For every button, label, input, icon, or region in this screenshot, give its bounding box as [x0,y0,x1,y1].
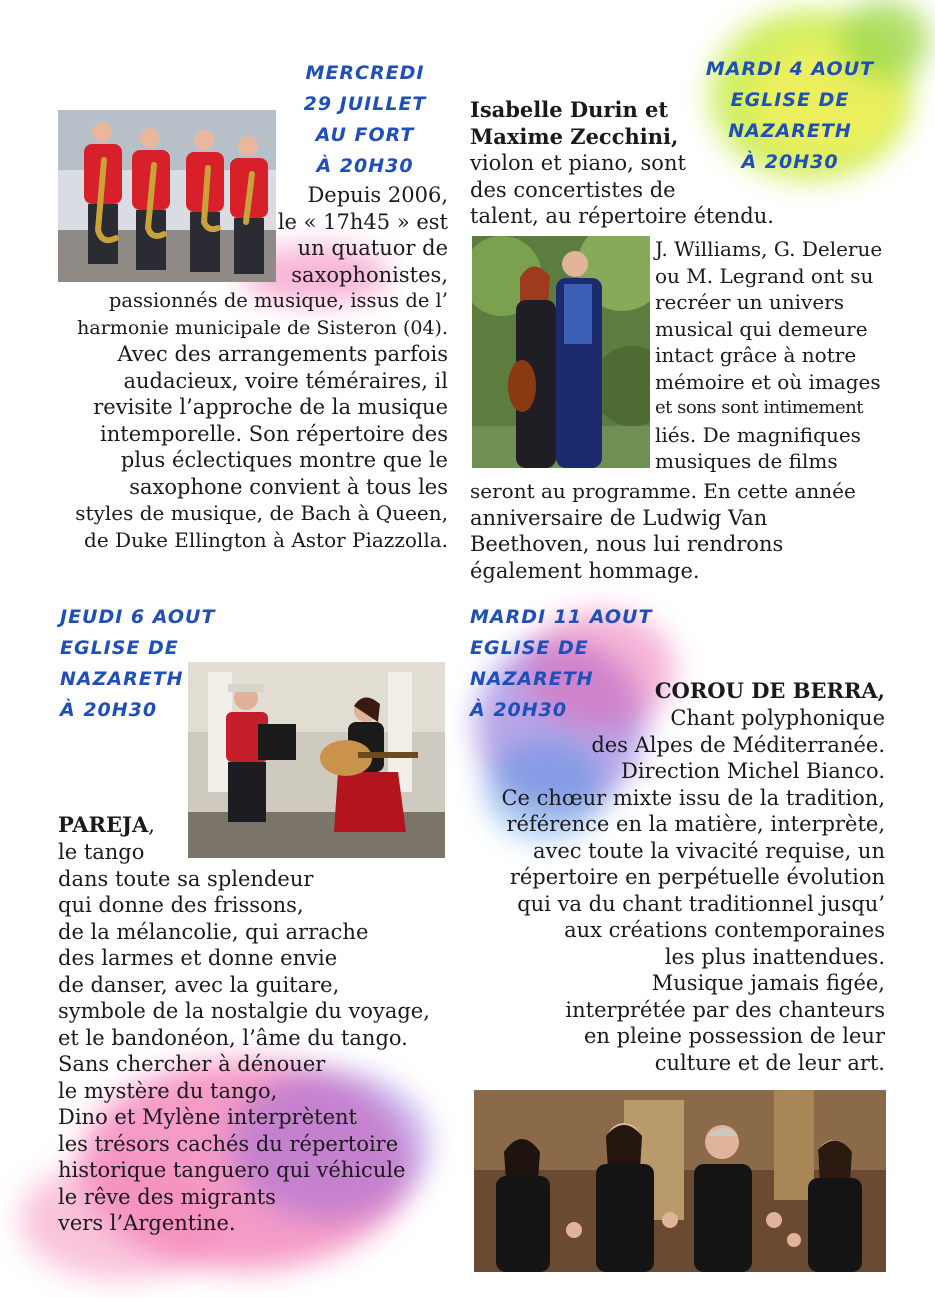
text-line: harmonie municipale de Sisteron (04). [77,316,448,339]
date-line: MARDI 11 AOUT [470,606,653,628]
block3-text [58,839,478,1237]
block2-text-right [655,236,895,475]
text-line: audacieux, voire téméraires, il [123,368,448,393]
date-line: MERCREDI [305,62,425,84]
date-line: NAZARETH [728,120,852,142]
text-line: intact grâce à notre [655,343,857,367]
text-line: musiques de films [655,449,838,473]
block2-text-top [470,150,800,230]
text-line: Beethoven, nous lui rendrons [470,532,784,556]
text-line: historique tanguero qui véhicule [58,1158,406,1182]
block3-title [58,812,198,839]
artist-name: Maxime Zecchini, [470,123,679,149]
text-line: le tango [58,840,145,864]
choir-photo [474,1090,886,1272]
date-line: À 20H30 [741,151,839,173]
text-line: styles de musique, de Bach à Queen, [75,501,448,525]
date-line: À 20H30 [470,699,568,721]
artist-name: Isabelle Durin et [470,97,669,122]
text-line: des larmes et donne envie [58,946,338,970]
text-line: violon et piano, sont [470,151,686,175]
text-line: ou M. Legrand ont su [655,263,874,288]
text-line: recréer un univers [655,290,844,314]
text-line: J. Williams, G. Delerue [655,237,883,261]
text-line: les plus inattendues. [664,944,885,969]
text-line: intemporelle. Son répertoire des [100,421,448,446]
block2-text-bottom [470,478,910,584]
saxophone-quartet-photo [58,110,276,282]
text-line: le mystère du tango, [58,1078,278,1103]
text-line: de la mélancolie, qui arrache [58,919,369,944]
date-line: JEUDI 6 AOUT [60,606,216,628]
text-line: et sons sont intimement [655,397,863,418]
text-line: Ce chœur mixte issu de la tradition, [501,785,885,810]
block4-title [600,678,885,705]
block1-text-top [270,182,448,288]
text-line: de danser, avec la guitare, [58,972,340,997]
text-line: Depuis 2006, [307,183,448,207]
violin-piano-duo-photo [472,236,650,468]
date-line: AU FORT [315,124,415,146]
block1-text-bottom [40,288,448,553]
text-line: Dino et Mylène interprètent [58,1105,357,1129]
text-line: Direction Michel Bianco. [620,759,885,783]
text-line: Chant polyphonique [670,706,885,730]
text-line: les trésors cachés du répertoire [58,1131,399,1156]
text-line: symbole de la nostalgie du voyage, [58,999,430,1023]
text-line: mémoire et où images [655,369,881,394]
text-line: Avec des arrangements parfois [117,342,448,366]
text-line: également hommage. [470,558,700,583]
text-line: des concertistes de [470,177,676,202]
block1-date [290,58,440,182]
group-name: COROU DE BERRA, [654,678,885,703]
text-line: aux créations contemporaines [564,918,885,942]
text-line: talent, au répertoire étendu. [470,204,774,228]
text-line: qui va du chant traditionnel jusqu’ [517,891,885,916]
text-line: vers l’Argentine. [58,1211,236,1235]
text-line: répertoire en perpétuelle évolution [509,865,885,889]
block4-text [460,705,885,1076]
text-line: de Duke Ellington à Astor Piazzolla. [84,527,448,552]
text-line: saxophone convient à tous les [129,474,448,499]
text-line: qui donne des frissons, [58,893,304,917]
text-line: Sans chercher à dénouer [58,1052,326,1076]
text-line: interprétée par des chanteurs [565,997,885,1022]
text-line: un quatuor de [297,236,448,260]
date-line: EGLISE DE [470,637,589,659]
date-line: EGLISE DE [60,637,179,659]
text-line: et le bandonéon, l’âme du tango. [58,1025,408,1050]
text-line: avec toute la vivacité requise, un [532,838,885,863]
text-line: passionnés de musique, issus de l’ [108,289,448,312]
text-line: Musique jamais figée, [651,971,885,995]
text-line: liés. De magnifiques [655,422,861,447]
group-name: PAREJA [58,812,149,837]
text-line: musical qui demeure [655,316,868,341]
text-line: saxophonistes, [291,262,448,287]
text-line: anniversaire de Ludwig Van [470,505,768,530]
date-line: NAZARETH [470,668,594,690]
text-line: le « 17h45 » est [277,209,448,234]
date-line: MARDI 4 AOUT [705,58,875,80]
block2-title [470,97,730,150]
tango-duo-photo [188,662,445,858]
text-line: revisite l’approche de la musique [93,395,448,419]
text-line: plus éclectiques montre que le [120,448,448,472]
text-line: dans toute sa splendeur [58,866,314,891]
text-line: seront au programme. En cette année [470,479,856,503]
text-line: référence en la matière, interprète, [506,812,885,836]
text-line: en pleine possession de leur [584,1024,885,1048]
date-line: À 20H30 [316,155,414,177]
text-line: culture et de leur art. [654,1050,885,1075]
date-line: NAZARETH [60,668,184,690]
title-comma: , [148,813,155,837]
date-line: EGLISE DE [730,89,850,111]
date-line: 29 JUILLET [303,93,427,115]
text-line: le rêve des migrants [58,1184,276,1209]
text-line: des Alpes de Méditerranée. [591,732,885,757]
date-line: À 20H30 [60,699,158,721]
